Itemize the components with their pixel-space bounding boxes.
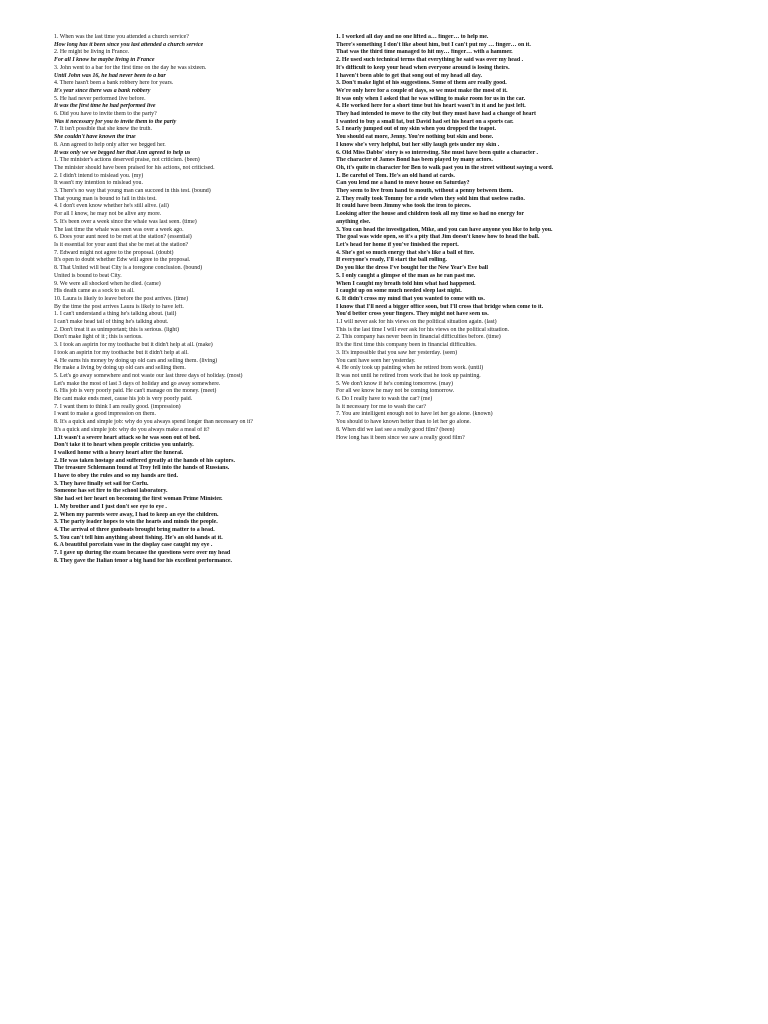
text-line: The character of James Bond has been played by many actors. <box>336 157 493 164</box>
text-line: That young man is bound to fail in this test. <box>54 195 157 202</box>
text-line: 2. He was taken hostage and suffered greatly at the hands of his captors. <box>54 457 235 464</box>
text-line: It was only when I asked that he was willing to make room for us in the car. <box>336 95 526 102</box>
left-column <box>54 34 330 566</box>
text-line: 2. I didn't intend to mislead you. (my) <box>54 172 144 179</box>
text-line: They had intended to move to the city but they must have had a change of heart <box>336 111 536 118</box>
text-line: 6. A beautiful porcelain vase in the display case caught my eye . <box>54 542 213 549</box>
text-line: 1. I worked all day and no one lifted a… finger… to help me. <box>336 34 489 40</box>
text-line: She had set her heart on becoming the first woman Prime Minister. <box>54 496 223 503</box>
text-line: Oh, it's quite in character for Ben to walk past you in the street without saying a word. <box>336 164 554 171</box>
text-line: It's open to doubt whether Edw will agree to the proposal. <box>54 257 191 264</box>
text-line: 3. I took an aspirin for my toothache but it didn't help at all. (make) <box>54 342 213 349</box>
right-column <box>336 34 636 442</box>
text-line: 5. I only caught a glimpse of the man as he ran past me. <box>336 272 476 279</box>
text-line: 1. I can't understand a thing he's talking about. (tail) <box>54 311 177 318</box>
text-line: You should to have known better than to let her go alone. <box>336 419 471 426</box>
text-line: 6. Do I really have to wash the car? (me) <box>336 396 433 403</box>
text-line: When I caught my breath told him what had happened. <box>336 280 476 287</box>
text-line: 1. My brother and I just don't see eye to eye . <box>54 503 167 510</box>
text-line: Is it essential for your aunt that she be met at the station? <box>54 241 189 248</box>
text-line: I know that I'll need a bigger office soon, but I'll cross that bridge when come to it. <box>336 303 544 310</box>
text-line: 5. We don't know if he's coming tomorrow. (may) <box>336 380 453 387</box>
text-line: 9. We were all shocked when he died. (came) <box>54 280 161 287</box>
text-line: 7. I gave up during the exam because the questions were over my head <box>54 550 231 557</box>
text-line: Was it necessary for you to invite them to the party <box>54 118 177 125</box>
text-line: 1. When was the last time you attended a church service? <box>54 34 189 40</box>
text-line: 3. The party leader hopes to win the hearts and minds the people. <box>54 519 218 526</box>
text-line: How long has it been since we saw a really good film? <box>336 434 465 441</box>
text-line: I want to make a good impression on them. <box>54 411 156 418</box>
text-line: The minister should have been praised for his actions, not criticised. <box>54 164 215 171</box>
text-line: For all we know he may not be coming tomorrow. <box>336 388 455 395</box>
text-line: 4. The arrival of three gunboats brought bring matter to a head. <box>54 527 215 533</box>
text-line: It could have been Jimmy who took the iron to pieces. <box>336 203 471 210</box>
text-line: 1.It wasn't a severe heart attack so he was soon out of bed. <box>54 434 201 441</box>
text-line: It was not until he retired from work that he took up painting. <box>336 372 481 379</box>
text-line: 10. Laura is likely to leave before the post arrives. (time) <box>54 295 189 302</box>
text-line: They seem to live from hand to mouth, without a penny between them. <box>336 188 513 195</box>
text-line: We're only here for a couple of days, so we must make the most of it. <box>336 87 508 94</box>
text-line: Looking after the house and children took all my time so had no energy for <box>336 211 524 218</box>
text-line: Let's head for home if you've finished the report. <box>336 241 459 248</box>
text-line: Can you lend me a hand to move house on Saturday? <box>336 180 470 187</box>
text-line: 2. When my parents were away, I had to keep an eye the children. <box>54 511 219 518</box>
text-line: He make a living by doing up old cars and selling them. <box>54 365 186 372</box>
text-line: 7. It isn't possible that she knew the truth. <box>54 126 152 133</box>
text-line: 1.I will never ask for his views on the political situation again. (last) <box>336 319 497 326</box>
text-line: 5. He had never performed live before. <box>54 95 146 102</box>
text-line: 5. Let's go away somewhere and not waste our last three days of holiday. (most) <box>54 372 243 379</box>
text-line: I have to obey the rules and so my hands are tied. <box>54 473 178 480</box>
text-line: His death came as a sock to us all. <box>54 288 135 295</box>
text-line: Until John was 16, he had never been to a bar <box>54 72 166 79</box>
text-line: 2. They really took Tommy for a ride when they sold him that useless radio. <box>336 195 525 202</box>
text-line: 2. Don't treat it as unimportant; this is serious. (light) <box>54 326 179 333</box>
text-line: 8. It's a quick and simple job: why do you always spend longer than necessary on it? <box>54 419 253 426</box>
text-line: You'd better cross your fingers. They might not have seen us. <box>336 311 489 318</box>
text-line: 5. You can't tell him anything about fishing. He's an old hands at it. <box>54 534 223 541</box>
text-line: She couldn't have known the true <box>54 134 136 141</box>
text-line: 5. I nearly jumped out of my skin when you dropped the teapot. <box>336 126 496 133</box>
text-line: Someone has set fire to the school laboratory. <box>54 488 168 495</box>
text-line: It's year since there was a bank robbery <box>54 87 151 94</box>
text-line: 4. He earns his money by doing up old cars and selling them. (living) <box>54 357 218 364</box>
text-line: Let's make the most of last 3 days of holiday and go away somewhere. <box>54 380 221 387</box>
text-line: I know she's very helpful, but her silly laugh gets under my skin . <box>336 141 500 148</box>
text-line: It's the first time this company been in financial difficulties. <box>336 342 477 349</box>
text-line: 6. His job is very poorly paid. He can't manage on the money. (meet) <box>54 388 217 395</box>
text-line: 7. Edward might not agree to the proposal. (doubt) <box>54 249 174 256</box>
text-line: There's something I don't like about him, but I can't put my … finger… on it. <box>336 41 531 48</box>
text-line: 4. He only took up painting when he retired from work. (until) <box>336 365 484 372</box>
text-line: 4. There hasn't been a bank robbery here for years. <box>54 80 174 87</box>
text-line: I can't make head tail of thing he's talking about. <box>54 319 169 326</box>
text-line: He cant make ends meet, cause his job is very poorly paid. <box>54 396 193 403</box>
text-line: It was only we we begged her that Ann agreed to help us <box>54 149 191 156</box>
text-line: I caught up on some much needed sleep last night. <box>336 288 462 295</box>
text-line: 8. They gave the Italian tenor a big hand for his excellent performance. <box>54 557 233 564</box>
text-line: I wanted to buy a small fat, but David had set his heart on a sports car. <box>336 118 514 125</box>
text-line: United is bound to beat City. <box>54 272 122 279</box>
text-line: If everyone's ready, I'll start the ball rolling. <box>336 257 447 264</box>
text-line: 2. This company has never been in financial difficulties before. (time) <box>336 334 501 341</box>
text-line: 3. You can head the investigation, Mike, and you can have anyone you like to help you. <box>336 226 553 233</box>
text-line: For all I know he maybe living in France <box>54 57 155 64</box>
text-line: 1. Be careful of Tom. He's an old hand at cards. <box>336 172 455 179</box>
text-line: How long has it been since you last attended a church service <box>54 41 204 48</box>
text-line: 3. Don't make light of his suggestions. Some of them are really good. <box>336 80 507 87</box>
text-line: 8. Ann agreed to help only after we begged her. <box>54 141 166 148</box>
text-line: The treasure Schlemann found at Troy fell into the hands of Russians. <box>54 465 230 472</box>
text-line: 5. It's been over a week since the whale was last seen. (time) <box>54 218 197 225</box>
text-line: The last time the whale was seen was over a week ago. <box>54 226 184 233</box>
text-line: 6. It didn't cross my mind that you wanted to come with us. <box>336 295 485 302</box>
text-line: I took an aspirin for my toothache but it didn't help at all. <box>54 349 189 356</box>
text-line: 4. He worked here for a short time but his heart wasn't in it and he just left. <box>336 103 526 110</box>
text-line: 2. He used such technical terms that everything he said was over my head . <box>336 57 524 64</box>
text-line: 3. It's impossible that you saw her yesterday. (seen) <box>336 349 458 356</box>
text-line: You should eat more, Jenny. You're nothing but skin and bone. <box>336 134 494 141</box>
text-line: The goal was wide open, so it's a pity that Jim doesn't know how to head the ball. <box>336 234 540 241</box>
text-line: It's a quick and simple job: why do you always make a meal of it? <box>54 426 210 433</box>
text-line: 3. They have finally set sail for Corfu. <box>54 480 149 487</box>
text-line: Don't take it to heart when people criticiss you unfairly. <box>54 442 194 449</box>
text-line: This is the last time I will ever ask for his views on the political situation. <box>336 326 510 333</box>
text-line: 6. Does your aunt need to be met at the station? (essential) <box>54 234 192 241</box>
text-line: 2. He might be living in France. <box>54 49 130 56</box>
text-line: anything else. <box>336 218 371 225</box>
text-line: Is it necessary for me to wash the car? <box>336 403 426 410</box>
text-line: I walked home with a heavy heart after the funeral. <box>54 449 184 456</box>
text-line: 6. Old Miss Dabbs' story is so interesting. She must have been quite a character . <box>336 149 539 156</box>
text-line: You cant have seen her yesterday. <box>336 357 416 364</box>
text-line: 7. You are intelligent enough not to have let her go alone. (known) <box>336 411 493 418</box>
text-line: For all I know, he may not be alive any more. <box>54 211 162 218</box>
text-line: I haven't been able to get that song out of my head all day. <box>336 72 482 79</box>
text-line: Don't make light of it ; this is serious. <box>54 334 143 341</box>
text-line: By the time the post arrives Laura is likely to have left. <box>54 303 184 310</box>
text-line: It's difficult to keep your head when everyone around is losing theirs. <box>336 64 510 71</box>
text-line: 4. I don't even know whether he's still alive. (all) <box>54 203 169 210</box>
text-line: 7. I want them to think I am really good. (impression) <box>54 403 181 410</box>
text-line: That was the third time managed to hit my… finger… with a hammer. <box>336 49 513 56</box>
text-line: 3. John went to a bar for the first time on the day he was sixteen. <box>54 64 207 71</box>
text-line: 1. The minister's actions deserved praise, not criticism. (been) <box>54 157 200 164</box>
text-line: It wasn't my intention to mislead you. <box>54 180 143 187</box>
text-line: 8. When did we last see a really good film? (been) <box>336 426 455 433</box>
text-line: 8. That United will beat City is a foregone conclusion. (bound) <box>54 265 203 272</box>
text-line: 4. She's got so much energy that she's like a ball of fire. <box>336 249 475 256</box>
text-line: 3. There's no way that young man can succeed in this test. (bound) <box>54 188 211 195</box>
text-line: 6. Did you have to invite them to the party? <box>54 111 157 118</box>
text-line: It was the first time he had performed live <box>54 103 156 110</box>
text-line: Do you like the dress I've bought for the New Year's Eve ball <box>336 265 489 272</box>
